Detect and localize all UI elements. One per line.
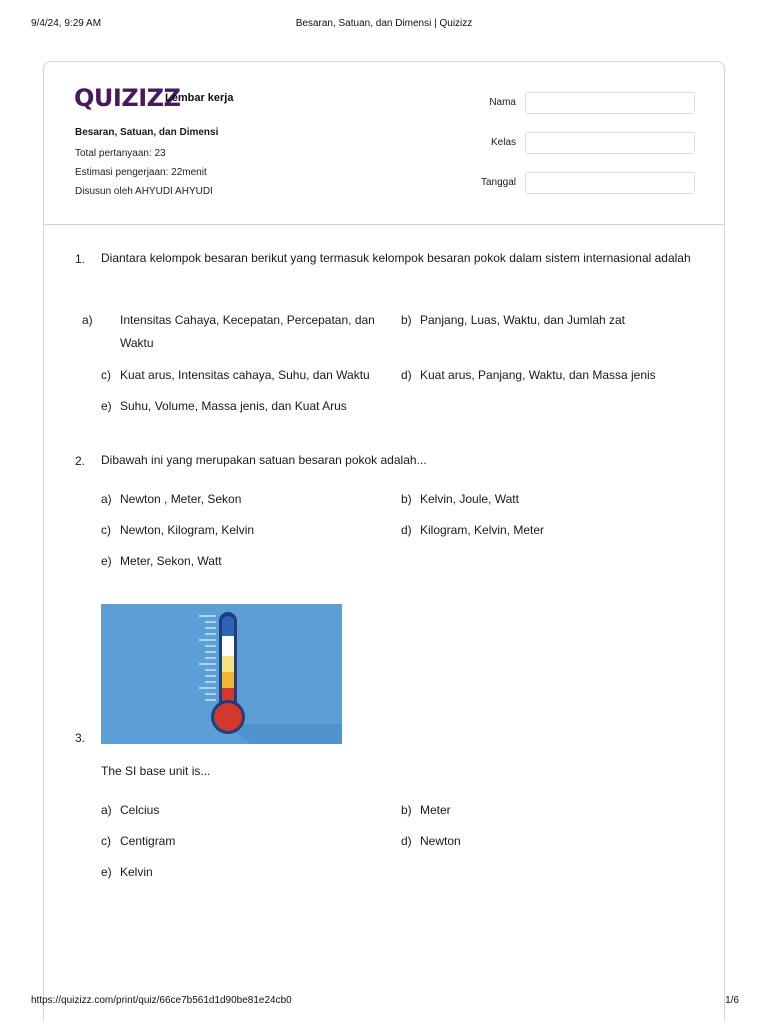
option-letter: d) xyxy=(401,523,412,537)
option-a[interactable] xyxy=(101,488,241,511)
option-letter: c) xyxy=(101,523,111,537)
option-b[interactable] xyxy=(401,799,451,822)
class-field[interactable] xyxy=(525,132,695,154)
option-text: Panjang, Luas, Waktu, dan Jumlah zat xyxy=(420,313,626,327)
option-letter: d) xyxy=(401,368,412,382)
option-letter: a) xyxy=(82,313,93,327)
option-letter: d) xyxy=(401,834,412,848)
option-a[interactable] xyxy=(101,799,159,822)
option-letter: a) xyxy=(101,803,112,817)
option-letter: e) xyxy=(101,399,112,413)
option-d[interactable] xyxy=(401,830,461,853)
question-text: Diantara kelompok besaran berikut yang termasuk kelompok besaran pokok dalam sistem internasional adalah xyxy=(101,251,691,265)
option-b[interactable] xyxy=(401,309,625,332)
option-e[interactable] xyxy=(101,861,153,884)
option-letter: e) xyxy=(101,865,112,879)
question-text: The SI base unit is... xyxy=(101,764,211,778)
option-c[interactable] xyxy=(101,519,254,542)
option-text: Kuat arus, Intensitas cahaya, Suhu, dan Waktu xyxy=(120,368,370,382)
option-text: Kelvin xyxy=(120,865,153,879)
question-number: 3. xyxy=(75,731,86,745)
option-letter: b) xyxy=(401,803,412,817)
worksheet-label: Lembar kerja xyxy=(165,92,234,104)
option-e[interactable] xyxy=(101,395,347,418)
option-e[interactable] xyxy=(101,550,222,573)
option-text: Intensitas Cahaya, Kecepatan, Percepatan, dan Waktu xyxy=(120,313,375,350)
option-text: Kuat arus, Panjang, Waktu, dan Massa jenis xyxy=(420,368,656,382)
option-letter: c) xyxy=(101,368,111,382)
author: Disusun oleh AHYUDI AHYUDI xyxy=(75,186,213,197)
estimated-time: Estimasi pengerjaan: 22menit xyxy=(75,167,207,178)
option-a[interactable] xyxy=(82,309,401,355)
question-image xyxy=(101,604,342,744)
option-letter: b) xyxy=(401,492,412,506)
option-text: Centigram xyxy=(120,834,176,848)
worksheet-header xyxy=(44,62,724,225)
option-text: Newton , Meter, Sekon xyxy=(120,492,242,506)
quiz-title: Besaran, Satuan, dan Dimensi xyxy=(75,127,219,138)
option-text: Meter xyxy=(420,803,451,817)
date-label: Tanggal xyxy=(480,177,516,188)
total-questions: Total pertanyaan: 23 xyxy=(75,148,166,159)
option-c[interactable] xyxy=(101,830,175,853)
class-label: Kelas xyxy=(490,137,516,148)
option-text: Newton, Kilogram, Kelvin xyxy=(120,523,255,537)
option-text: Celcius xyxy=(120,803,160,817)
option-c[interactable] xyxy=(101,364,370,387)
print-url[interactable]: https://quizizz.com/print/quiz/66ce7b561d1d90be81e24cb0 xyxy=(31,995,292,1006)
question-number: 2. xyxy=(75,454,86,468)
option-d[interactable] xyxy=(401,519,544,542)
option-text: Kilogram, Kelvin, Meter xyxy=(420,523,545,537)
date-field[interactable] xyxy=(525,172,695,194)
quizizz-logo: QUIZIZZ xyxy=(74,84,181,112)
print-page-number: 1/6 xyxy=(725,995,739,1006)
option-letter: a) xyxy=(101,492,112,506)
option-letter: c) xyxy=(101,834,111,848)
name-label: Nama xyxy=(489,97,516,108)
worksheet xyxy=(43,61,725,1021)
option-text: Kelvin, Joule, Watt xyxy=(420,492,519,506)
print-page-title: Besaran, Satuan, dan Dimensi | Quizizz xyxy=(295,18,473,29)
thermometer-icon xyxy=(101,604,342,744)
question-text: Dibawah ini yang merupakan satuan besaran pokok adalah... xyxy=(101,453,427,467)
print-datetime: 9/4/24, 9:29 AM xyxy=(31,18,102,29)
name-field[interactable] xyxy=(525,92,695,114)
option-text: Suhu, Volume, Massa jenis, dan Kuat Arus xyxy=(120,399,347,413)
option-b[interactable] xyxy=(401,488,519,511)
option-text: Newton xyxy=(420,834,461,848)
option-d[interactable] xyxy=(401,364,656,387)
question-number: 1. xyxy=(75,252,86,266)
option-letter: b) xyxy=(401,313,412,327)
option-text: Meter, Sekon, Watt xyxy=(120,554,222,568)
option-letter: e) xyxy=(101,554,112,568)
